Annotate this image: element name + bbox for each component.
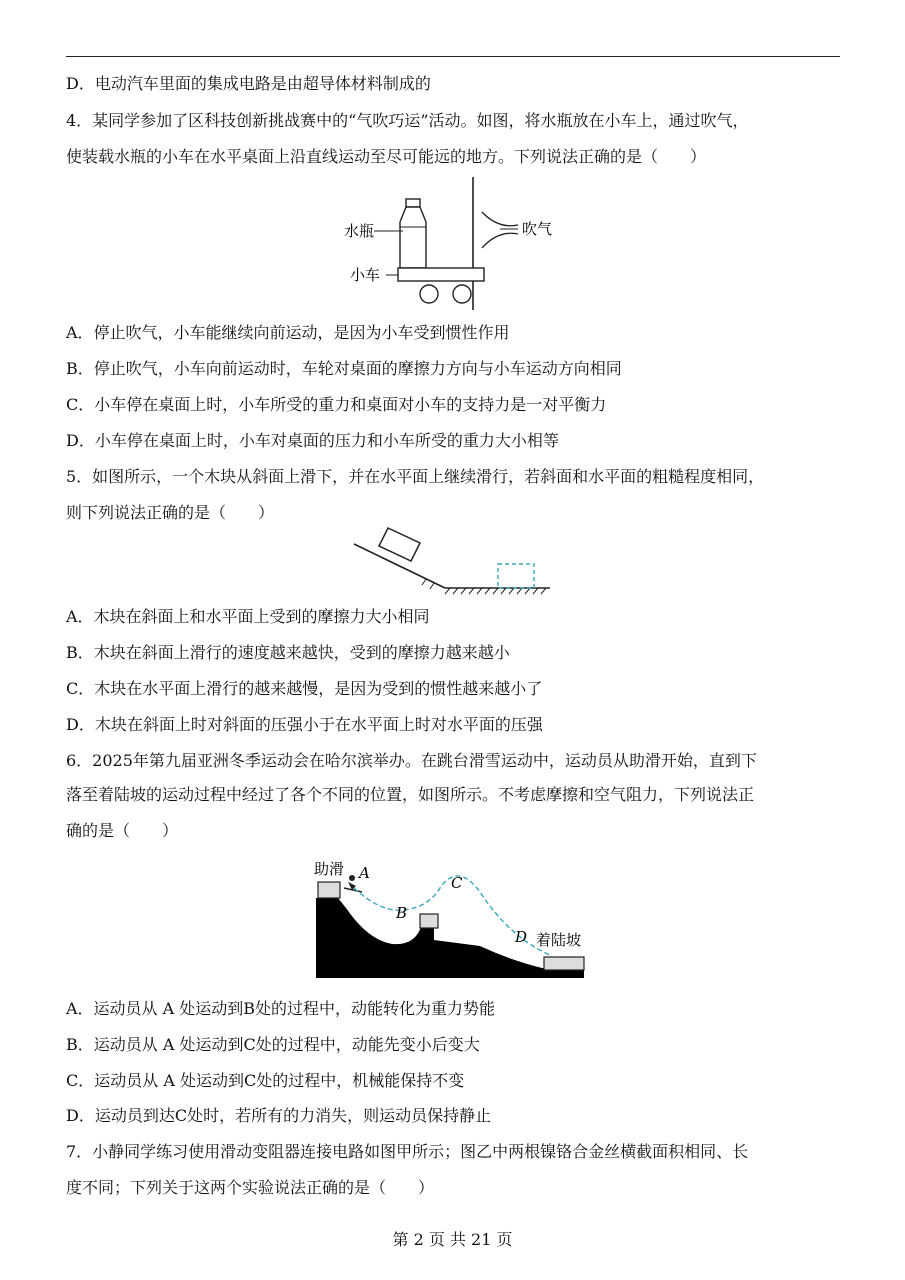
cart-body [398, 268, 484, 281]
airflow-icon [482, 212, 518, 226]
q4-option-d: D．小车停在桌面上时，小车对桌面的压力和小车所受的重力大小相等 [66, 431, 559, 450]
q5-option-c: C．木块在水平面上滑行的越来越慢，是因为受到的惯性越来越小了 [66, 679, 543, 698]
q6-option-a: A．运动员从 A 处运动到B处的过程中，动能转化为重力势能 [66, 999, 496, 1018]
q4-option-a: A．停止吹气，小车能继续向前运动，是因为小车受到惯性作用 [66, 323, 510, 342]
point-b: B [396, 904, 408, 922]
q6-option-b: B．运动员从 A 处运动到C处的过程中，动能先变小后变大 [66, 1035, 480, 1054]
label-blow: 吹气 [522, 220, 553, 238]
point-c: C [451, 874, 463, 892]
point-a: A [359, 864, 370, 882]
takeoff-platform [420, 914, 438, 928]
q5-stem-line2: 则下列说法正确的是（ ） [66, 503, 275, 522]
q7-stem-line1: 7．小静同学练习使用滑动变阻器连接电路如图甲所示；图乙中两根镍铬合金丝横截面积相同、长 [66, 1142, 749, 1161]
label-cart: 小车 [350, 266, 381, 284]
bottle-cap [406, 199, 420, 207]
q4-figure-cart-bottle [340, 172, 580, 312]
wood-block [379, 528, 420, 561]
cart-wheel-right [453, 285, 471, 303]
q6-stem-line3: 确的是（ ） [66, 821, 179, 840]
q4-option-b: B．停止吹气，小车向前运动时，车轮对桌面的摩擦力方向与小车运动方向相同 [66, 359, 622, 378]
label-start: 助滑 [314, 860, 345, 878]
landing-platform [544, 957, 584, 970]
q5-option-d: D．木块在斜面上时对斜面的压强小于在水平面上时对水平面的压强 [66, 715, 543, 734]
q3-option-d: D．电动汽车里面的集成电路是由超导体材料制成的 [66, 74, 431, 93]
page-footer: 第 2 页 共 21 页 [392, 1230, 513, 1249]
wood-block-dashed [498, 564, 534, 588]
bottle-icon [400, 207, 426, 268]
q5-option-a: A．木块在斜面上和水平面上受到的摩擦力大小相同 [66, 607, 430, 626]
q4-option-c: C．小车停在桌面上时，小车所受的重力和桌面对小车的支持力是一对平衡力 [66, 395, 607, 414]
label-bottle: 水瓶 [344, 222, 375, 240]
point-d: D [515, 928, 528, 946]
start-platform [318, 882, 340, 898]
q6-option-c: C．运动员从 A 处运动到C处的过程中，机械能保持不变 [66, 1071, 465, 1090]
q4-stem-line2: 使装载水瓶的小车在水平桌面上沿直线运动至尽可能远的地方。下列说法正确的是（ ） [66, 147, 707, 166]
q6-figure-ski-jump [310, 852, 595, 982]
q6-stem-line1: 6．2025年第九届亚洲冬季运动会在哈尔滨举办。在跳台滑雪运动中，运动员从助滑开始，直到下 [66, 751, 757, 770]
q5-figure-incline-block [350, 524, 555, 596]
q5-option-b: B．木块在斜面上滑行的速度越来越快，受到的摩擦力越来越小 [66, 643, 510, 662]
cart-wheel-left [420, 285, 438, 303]
q6-option-d: D．运动员到达C处时，若所有的力消失，则运动员保持静止 [66, 1106, 492, 1125]
q5-stem-line1: 5．如图所示，一个木块从斜面上滑下，并在水平面上继续滑行，若斜面和水平面的粗糙程度相同， [66, 467, 765, 486]
header-rule [66, 56, 840, 57]
label-landing: 着陆坡 [536, 931, 582, 949]
q6-stem-line2: 落至着陆坡的运动过程中经过了各个不同的位置，如图所示。不考虑摩擦和空气阻力，下列说法正 [66, 785, 755, 804]
q7-stem-line2: 度不同；下列关于这两个实验说法正确的是（ ） [66, 1178, 435, 1197]
q4-stem-line1: 4．某同学参加了区科技创新挑战赛中的“气吹巧运”活动。如图，将水瓶放在小车上，通过吹气， [66, 111, 749, 130]
